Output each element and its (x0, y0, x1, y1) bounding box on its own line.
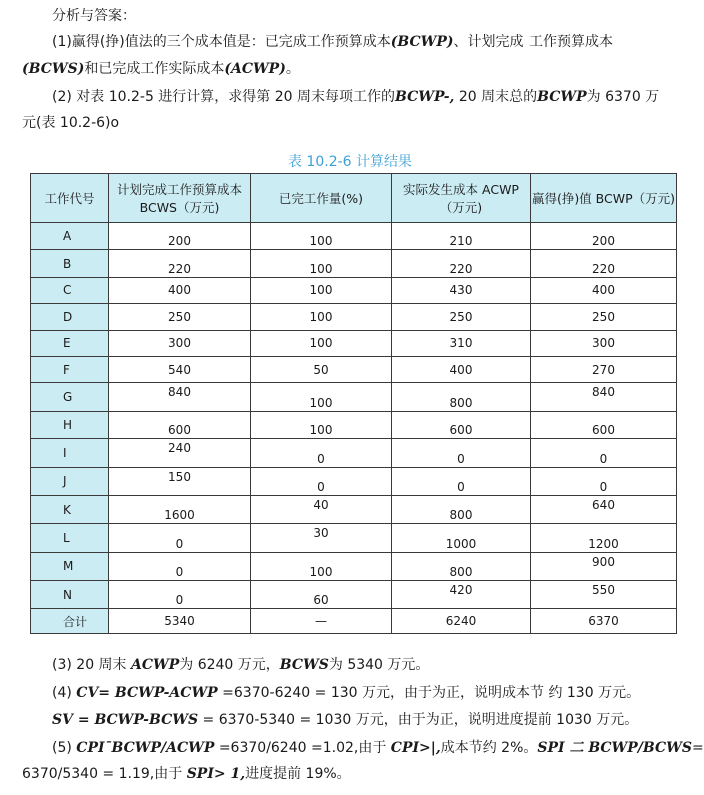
cell-code: E (31, 330, 109, 356)
p5-b: =6370/6240 =1.02,由于 (218, 740, 387, 756)
p2-term-bcwp: BCWP-, (395, 89, 455, 105)
table-total-row (31, 609, 677, 634)
total-bcws: 5340 (109, 609, 251, 634)
cell-code: M (31, 552, 109, 580)
paragraph-4-line-1 (52, 683, 640, 703)
p5b-term-spi: SPI> 1, (186, 766, 246, 782)
paragraph-4-line-2 (52, 710, 638, 730)
p3-term-bcws: BCWS (279, 657, 329, 673)
table-row (31, 223, 677, 250)
table-row (31, 330, 677, 356)
cell-code: C (31, 277, 109, 303)
p5-term-spi: SPI 二 BCWP/BCWS (537, 740, 692, 756)
paragraph-3 (52, 655, 429, 675)
table-row (31, 439, 677, 467)
table-row (31, 383, 677, 411)
cell-bcwp: 550 (531, 581, 677, 609)
cell-bcws: 200 (109, 223, 251, 250)
cell-pct: 100 (251, 330, 392, 356)
p5-a: (5) (52, 740, 72, 756)
p1-mid: 、计划完成 工作预算成本 (453, 34, 613, 50)
cell-bcws: 220 (109, 250, 251, 277)
p2-prefix: (2) 对表 10.2-5 进行计算，求得第 20 周末每项工作的 (52, 89, 396, 105)
p4-term-cv: CV= BCWP-ACWP (76, 685, 218, 701)
cell-acwp: 800 (392, 552, 531, 580)
cell-code: B (31, 250, 109, 277)
table-row (31, 552, 677, 580)
p3-b: 为 6240 万元， (179, 657, 280, 673)
cell-pct: 100 (251, 411, 392, 438)
p1-term-acwp: (ACWP) (224, 61, 286, 77)
total-bcwp: 6370 (531, 609, 677, 634)
cell-pct: 100 (251, 552, 392, 580)
cell-pct: 30 (251, 524, 392, 552)
table-row (31, 495, 677, 523)
cell-code: G (31, 383, 109, 411)
cell-bcws: 400 (109, 277, 251, 303)
p4-b: =6370-6240 = 130 万元，由于为正，说明成本节 约 130 万元。 (222, 685, 641, 701)
cell-code: I (31, 439, 109, 467)
cell-bcws: 250 (109, 304, 251, 330)
p3-term-acwp: ACWP (131, 657, 180, 673)
cell-bcws: 150 (109, 467, 251, 495)
p5-c: 成本节约 2%。 (440, 740, 538, 756)
p4-a: (4) (52, 685, 72, 701)
cell-bcwp: 0 (531, 467, 677, 495)
cell-bcwp: 1200 (531, 524, 677, 552)
header-pct: 已完工作量(%) (251, 174, 392, 223)
cell-code: L (31, 524, 109, 552)
table-row (31, 581, 677, 609)
cell-acwp: 400 (392, 356, 531, 382)
cell-acwp: 600 (392, 411, 531, 438)
paragraph-1-line-2 (22, 59, 300, 79)
cell-bcws: 840 (109, 383, 251, 411)
cell-bcwp: 900 (531, 552, 677, 580)
cell-pct: 0 (251, 467, 392, 495)
table-row (31, 250, 677, 277)
p4-term-sv: SV = BCWP-BCWS (52, 712, 199, 728)
cell-bcwp: 250 (531, 304, 677, 330)
p1-prefix: (1)赢得(挣)值法的三个成本值是：已完成工作预算成本 (52, 34, 391, 50)
p5-d: = (692, 740, 704, 756)
p2-mid2: 为 6370 万 (586, 89, 660, 105)
cell-bcws: 0 (109, 552, 251, 580)
table-row (31, 467, 677, 495)
paragraph-5-line-2 (22, 764, 351, 784)
cell-pct: 40 (251, 495, 392, 523)
cell-pct: 100 (251, 304, 392, 330)
table-row (31, 356, 677, 382)
p2-mid: 20 周末总的 (454, 89, 538, 105)
header-code: 工作代号 (31, 174, 109, 223)
cell-bcws: 0 (109, 581, 251, 609)
paragraph-1-line-1 (52, 32, 613, 52)
cell-pct: 100 (251, 223, 392, 250)
cell-bcwp: 840 (531, 383, 677, 411)
p5-term-cpi: CPIˉBCWP/ACWP (76, 740, 215, 756)
cell-bcws: 540 (109, 356, 251, 382)
table-caption: 表 10.2-6 计算结果 (287, 154, 413, 170)
cell-acwp: 800 (392, 495, 531, 523)
total-acwp: 6240 (392, 609, 531, 634)
cell-pct: 50 (251, 356, 392, 382)
cell-bcwp: 200 (531, 223, 677, 250)
cell-pct: 100 (251, 250, 392, 277)
total-pct: — (251, 609, 392, 634)
cell-code: K (31, 495, 109, 523)
cell-acwp: 0 (392, 439, 531, 467)
header-bcws: 计划完成工作预算成本 BCWS（万元) (109, 174, 251, 223)
cell-bcwp: 400 (531, 277, 677, 303)
cell-bcwp: 270 (531, 356, 677, 382)
p3-c: 为 5340 万元。 (328, 657, 430, 673)
table-header-row (31, 174, 677, 223)
p3-a: (3) 20 周末 (52, 657, 127, 673)
cell-code: N (31, 581, 109, 609)
cell-acwp: 430 (392, 277, 531, 303)
paragraph-5-line-1 (52, 738, 704, 758)
header-bcwp: 赢得(挣)值 BCWP（万元) (531, 174, 677, 223)
cell-bcwp: 220 (531, 250, 677, 277)
cell-bcws: 300 (109, 330, 251, 356)
paragraph-2-line-2: 元(表 10.2-6)o (22, 115, 120, 131)
table-body (31, 223, 677, 634)
p5b-b: 进度提前 19%。 (245, 766, 351, 782)
cell-bcwp: 640 (531, 495, 677, 523)
cell-bcwp: 300 (531, 330, 677, 356)
cell-acwp: 210 (392, 223, 531, 250)
cell-code: H (31, 411, 109, 438)
cell-bcwp: 600 (531, 411, 677, 438)
header-acwp: 实际发生成本 ACWP （万元) (392, 174, 531, 223)
p1-term-bcws: (BCWS) (22, 61, 85, 77)
cell-bcws: 600 (109, 411, 251, 438)
table-row (31, 411, 677, 438)
p5b-a: 6370/5340 = 1.19,由于 (22, 766, 183, 782)
cell-code: A (31, 223, 109, 250)
paragraph-2-line-1 (52, 87, 659, 107)
cell-code: F (31, 356, 109, 382)
p1-mid2: 和已完成工作实际成本 (84, 61, 225, 77)
cell-bcwp: 0 (531, 439, 677, 467)
p1-end: 。 (285, 61, 300, 77)
p5-term-cpi-cond: CPI>|, (390, 740, 441, 756)
cell-acwp: 1000 (392, 524, 531, 552)
cell-acwp: 250 (392, 304, 531, 330)
cell-acwp: 420 (392, 581, 531, 609)
cell-pct: 100 (251, 277, 392, 303)
cell-acwp: 310 (392, 330, 531, 356)
p1-term-bcwp: (BCWP) (390, 34, 454, 50)
cell-pct: 60 (251, 581, 392, 609)
cell-code: D (31, 304, 109, 330)
cell-pct: 0 (251, 439, 392, 467)
heading: 分析与答案： (52, 8, 136, 24)
cell-bcws: 0 (109, 524, 251, 552)
table-row (31, 524, 677, 552)
calculation-table (30, 173, 677, 634)
p2-term-bcwp-total: BCWP (537, 89, 587, 105)
cell-bcws: 240 (109, 439, 251, 467)
total-code: 合计 (31, 609, 109, 634)
table-row (31, 304, 677, 330)
cell-acwp: 0 (392, 467, 531, 495)
cell-acwp: 800 (392, 383, 531, 411)
cell-bcws: 1600 (109, 495, 251, 523)
p4b-b: = 6370-5340 = 1030 万元，由于为正，说明进度提前 1030 万元。 (202, 712, 639, 728)
cell-code: J (31, 467, 109, 495)
cell-pct: 100 (251, 383, 392, 411)
cell-acwp: 220 (392, 250, 531, 277)
table-row (31, 277, 677, 303)
